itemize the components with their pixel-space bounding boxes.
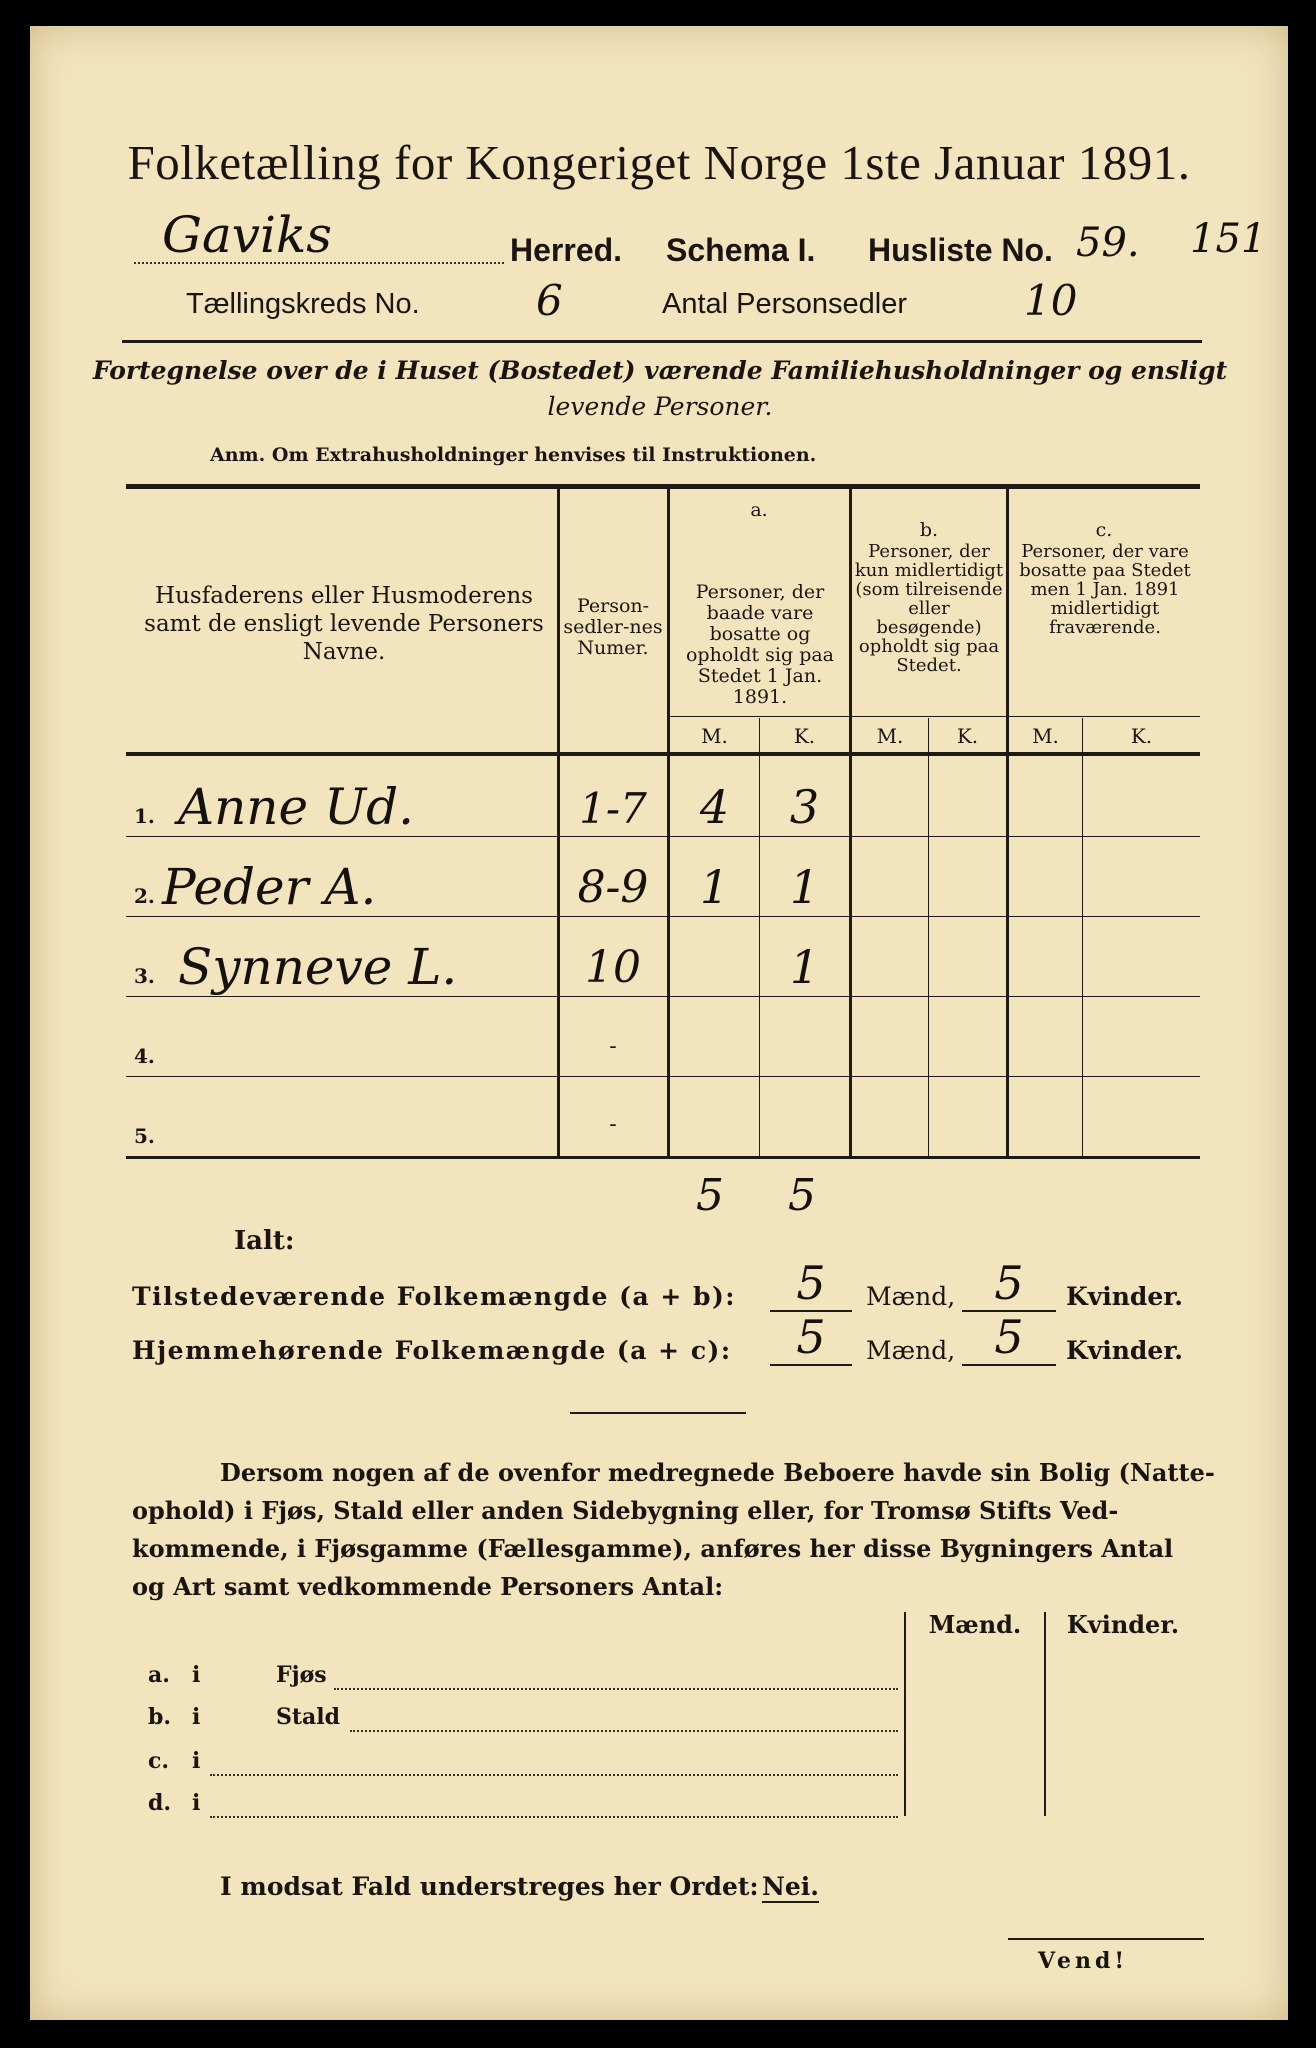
item-dots-a <box>334 1670 898 1690</box>
row-sedler-num: 10 <box>585 942 641 993</box>
item-i: i <box>192 1790 201 1816</box>
item-label: Stald <box>276 1704 341 1730</box>
margin-number: 151 <box>1190 216 1267 262</box>
row-number: 5. <box>134 1124 155 1148</box>
col-divider-c-mk <box>1082 718 1083 1156</box>
hjemme-kvinder-label: Kvinder. <box>1066 1336 1183 1365</box>
modsat-text: I modsat Fald understreges her Ordet: <box>220 1872 759 1901</box>
ialt-a-k: 5 <box>788 1170 816 1221</box>
col-divider-b <box>1006 489 1009 1156</box>
row-sedler-num: 1-7 <box>579 784 647 833</box>
para-line1: Dersom nogen af de ovenfor medregnede Beboere havde sin Bolig (Natte- <box>220 1458 1215 1487</box>
row-number: 2. <box>134 884 155 908</box>
item-dots-d <box>210 1798 898 1818</box>
intro-line2: levende Personer. <box>547 392 773 421</box>
vend-label: Vend! <box>1038 1948 1129 1974</box>
census-form-page <box>30 26 1288 2020</box>
c-m-label: M. <box>1032 724 1059 748</box>
row-number: 3. <box>134 964 155 988</box>
col-divider-b-mk <box>928 718 929 1156</box>
row-a-m: 1 <box>699 860 730 914</box>
personsedler-label: Antal Personsedler <box>662 288 908 320</box>
row-sedler-num: 8-9 <box>577 862 649 913</box>
kreds-value: 6 <box>536 276 563 325</box>
b-k-label: K. <box>956 724 979 748</box>
item-letter: d. <box>148 1790 172 1816</box>
schema-label: Schema I. <box>666 232 816 268</box>
personsedler-value: 10 <box>1024 276 1078 325</box>
col-divider-a <box>849 489 852 1156</box>
husliste-label: Husliste No. <box>868 232 1053 268</box>
item-letter: a. <box>148 1662 170 1688</box>
item-i: i <box>192 1748 201 1774</box>
row-rule-1 <box>126 836 1200 837</box>
section-divider <box>570 1412 746 1414</box>
row-a-k: 1 <box>789 860 820 914</box>
header-divider <box>122 340 1202 343</box>
form-title: Folketælling for Kongeriget Norge 1ste Januar 1891. <box>127 135 1191 190</box>
row-a-k: 1 <box>789 940 820 994</box>
modsat-word: Nei. <box>762 1872 819 1901</box>
item-i: i <box>192 1704 201 1730</box>
tilstede-k: 5 <box>994 1256 1024 1310</box>
husliste-value: 59. <box>1076 220 1140 266</box>
row-rule-3 <box>126 996 1200 997</box>
ialt-label: Ialt: <box>234 1226 295 1256</box>
a-k-label: K. <box>793 724 816 748</box>
row-a-k: 3 <box>789 780 820 834</box>
table-header-bottom-rule <box>126 752 1200 756</box>
footer-col-divider-1 <box>904 1612 906 1816</box>
item-i: i <box>192 1662 201 1688</box>
hjemme-m: 5 <box>796 1310 826 1364</box>
col-num-header: Person-sedler-nes Numer. <box>563 595 663 659</box>
intro-line1: Fortegnelse over de i Huset (Bostedet) værende Familiehusholdninger og ensligt <box>92 356 1228 385</box>
col-a-letter: a. <box>750 499 768 521</box>
a-m-label: M. <box>701 724 728 748</box>
mk-subheader-rule <box>670 716 1200 717</box>
row-sedler-num: - <box>609 1112 617 1137</box>
row-rule-2 <box>126 916 1200 917</box>
row-rule-4 <box>126 1076 1200 1077</box>
row-number: 4. <box>134 1044 155 1068</box>
footer-col-divider-2 <box>1044 1612 1046 1816</box>
kreds-label: Tællingskreds No. <box>186 288 420 320</box>
c-k-label: K. <box>1130 724 1153 748</box>
item-dots-b <box>350 1712 898 1732</box>
item-label: Fjøs <box>276 1662 327 1688</box>
para-line4: og Art samt vedkommende Personers Antal: <box>132 1572 724 1601</box>
row-name: Synneve L. <box>178 938 458 996</box>
item-letter: b. <box>148 1704 172 1730</box>
tilstede-label: Tilstedeværende Folkemængde (a + b): <box>132 1282 737 1311</box>
col-a-header: Personer, der baade vare bosatte og opholdt sig paa Stedet 1 Jan. 1891. <box>685 581 835 708</box>
hjemme-k: 5 <box>994 1310 1024 1364</box>
row-name: Anne Ud. <box>178 778 415 836</box>
item-letter: c. <box>148 1748 170 1774</box>
item-dots-c <box>210 1756 898 1776</box>
hjemme-label: Hjemmehørende Folkemængde (a + c): <box>132 1336 732 1365</box>
herred-value: Gaviks <box>162 206 332 264</box>
tilstede-m: 5 <box>796 1256 826 1310</box>
row-a-m: 4 <box>699 780 730 834</box>
footer-col-maend: Mænd. <box>928 1610 1022 1639</box>
col-b-letter: b. <box>919 519 939 541</box>
hjemme-maend-label: Mænd, <box>866 1336 956 1365</box>
herred-label: Herred. <box>510 232 623 268</box>
anm-note: Anm. Om Extrahusholdninger henvises til Instruktionen. <box>210 444 817 466</box>
vend-rule <box>1008 1938 1204 1940</box>
col-name-header: Husfaderens eller Husmoderens samt de ensligt levende Personers Navne. <box>144 583 544 665</box>
ialt-a-m: 5 <box>696 1170 724 1221</box>
b-m-label: M. <box>876 724 904 748</box>
para-line2: ophold) i Fjøs, Stald eller anden Sidebygning eller, for Tromsø Stifts Ved- <box>132 1496 1119 1525</box>
footer-col-kvinder: Kvinder. <box>1066 1610 1180 1639</box>
col-b-header: Personer, der kun midlertidigt (som tilreisende eller besøgende) opholdt sig paa Stedet. <box>854 541 1004 676</box>
tilstede-kvinder-label: Kvinder. <box>1066 1282 1183 1311</box>
col-c-letter: c. <box>1095 519 1113 541</box>
table-top-rule <box>126 484 1200 489</box>
table-bottom-rule <box>126 1156 1200 1159</box>
col-c-header: Personer, der vare bosatte paa Stedet men 1 Jan. 1891 midlertidigt fraværende. <box>1019 541 1191 638</box>
para-line3: kommende, i Fjøsgamme (Fællesgamme), anføres her disse Bygningers Antal <box>132 1534 1174 1563</box>
row-number: 1. <box>134 804 155 828</box>
row-sedler-num: - <box>609 1034 617 1059</box>
tilstede-maend-label: Mænd, <box>866 1282 956 1311</box>
row-name: Peder A. <box>162 858 377 916</box>
